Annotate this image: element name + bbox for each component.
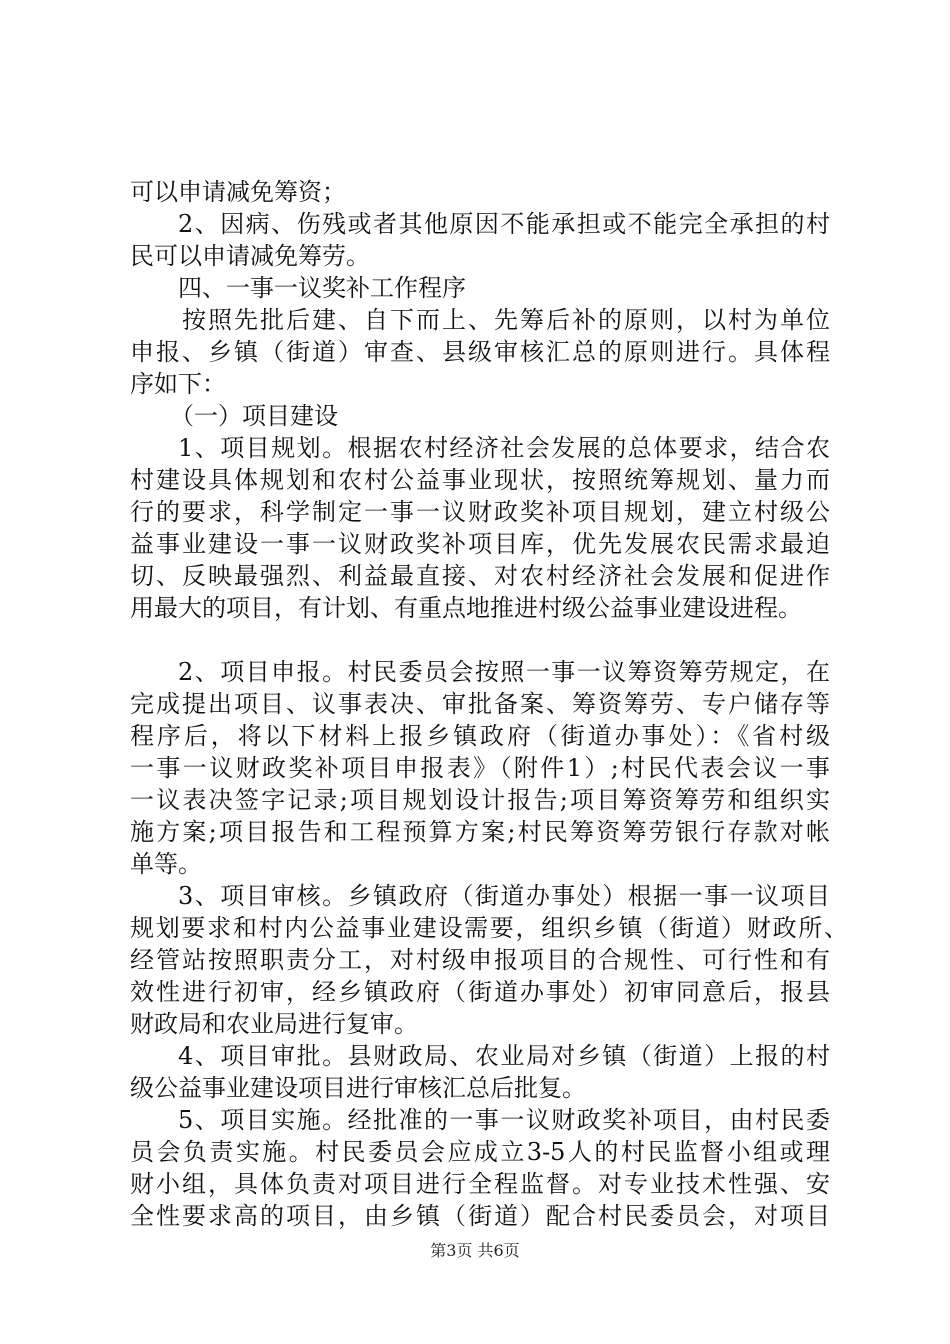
text-line: 2、因病、伤残或者其他原因不能承担或不能完全承担的村	[178, 210, 830, 238]
text-line: 一议表决签字记录;项目规划设计报告;项目筹资筹劳和组织实	[130, 786, 830, 814]
text-line: 益事业建设一事一议财政奖补项目库，优先发展农民需求最迫	[130, 530, 830, 558]
text-line: 行的要求，科学制定一事一议财政奖补项目规划，建立村级公	[130, 498, 830, 526]
text-line: 一事一议财政奖补项目申报表》（附件1）;村民代表会议一事	[130, 754, 830, 782]
section-heading: 四、一事一议奖补工作程序	[178, 274, 466, 302]
text-line: 完成提出项目、议事表决、审批备案、筹资筹劳、专户储存等	[130, 690, 830, 718]
page-number-footer: 第3页 共6页	[430, 1241, 520, 1260]
text-line: 经管站按照职责分工，对村级申报项目的合规性、可行性和有	[130, 946, 830, 974]
text-line: 全性要求高的项目，由乡镇（街道）配合村民委员会，对项目	[130, 1202, 830, 1230]
text-line: 效性进行初审，经乡镇政府（街道办事处）初审同意后，报县	[130, 978, 830, 1006]
text-line: 1、项目规划。根据农村经济社会发展的总体要求，结合农	[178, 434, 830, 462]
text-line: 序如下：	[130, 370, 226, 398]
text-line: 民可以申请减免筹劳。	[130, 242, 370, 270]
text-line: 5、项目实施。经批准的一事一议财政奖补项目，由村民委	[178, 1106, 830, 1134]
text-line: 4、项目审批。县财政局、农业局对乡镇（街道）上报的村	[178, 1042, 830, 1070]
text-line: 用最大的项目，有计划、有重点地推进村级公益事业建设进程。	[130, 594, 802, 622]
text-line: 财政局和农业局进行复审。	[130, 1010, 418, 1038]
text-line: 施方案;项目报告和工程预算方案;村民筹资筹劳银行存款对帐	[130, 818, 830, 846]
text-line: 申报、乡镇（街道）审查、县级审核汇总的原则进行。具体程	[130, 338, 830, 366]
text-line: 3、项目审核。乡镇政府（街道办事处）根据一事一议项目	[178, 882, 830, 910]
text-line: 切、反映最强烈、利益最直接、对农村经济社会发展和促进作	[130, 562, 830, 590]
text-line: 可以申请减免筹资；	[130, 178, 346, 206]
text-line: 财小组，具体负责对项目进行全程监督。对专业技术性强、安	[130, 1170, 830, 1198]
text-line: 规划要求和村内公益事业建设需要，组织乡镇（街道）财政所、	[130, 914, 848, 942]
text-line: 村建设具体规划和农村公益事业现状，按照统筹规划、量力而	[130, 466, 830, 494]
text-line: 程序后，将以下材料上报乡镇政府（街道办事处）：《省村级	[130, 722, 830, 750]
text-line: 员会负责实施。村民委员会应成立3-5人的村民监督小组或理	[130, 1138, 830, 1166]
text-line: 级公益事业建设项目进行审核汇总后批复。	[130, 1074, 586, 1102]
text-line: 按照先批后建、自下而上、先筹后补的原则，以村为单位	[182, 306, 830, 334]
sub-heading: （一）项目建设	[170, 402, 338, 430]
text-line: 单等。	[130, 850, 202, 878]
text-line: 2、项目申报。村民委员会按照一事一议筹资筹劳规定，在	[178, 658, 830, 686]
